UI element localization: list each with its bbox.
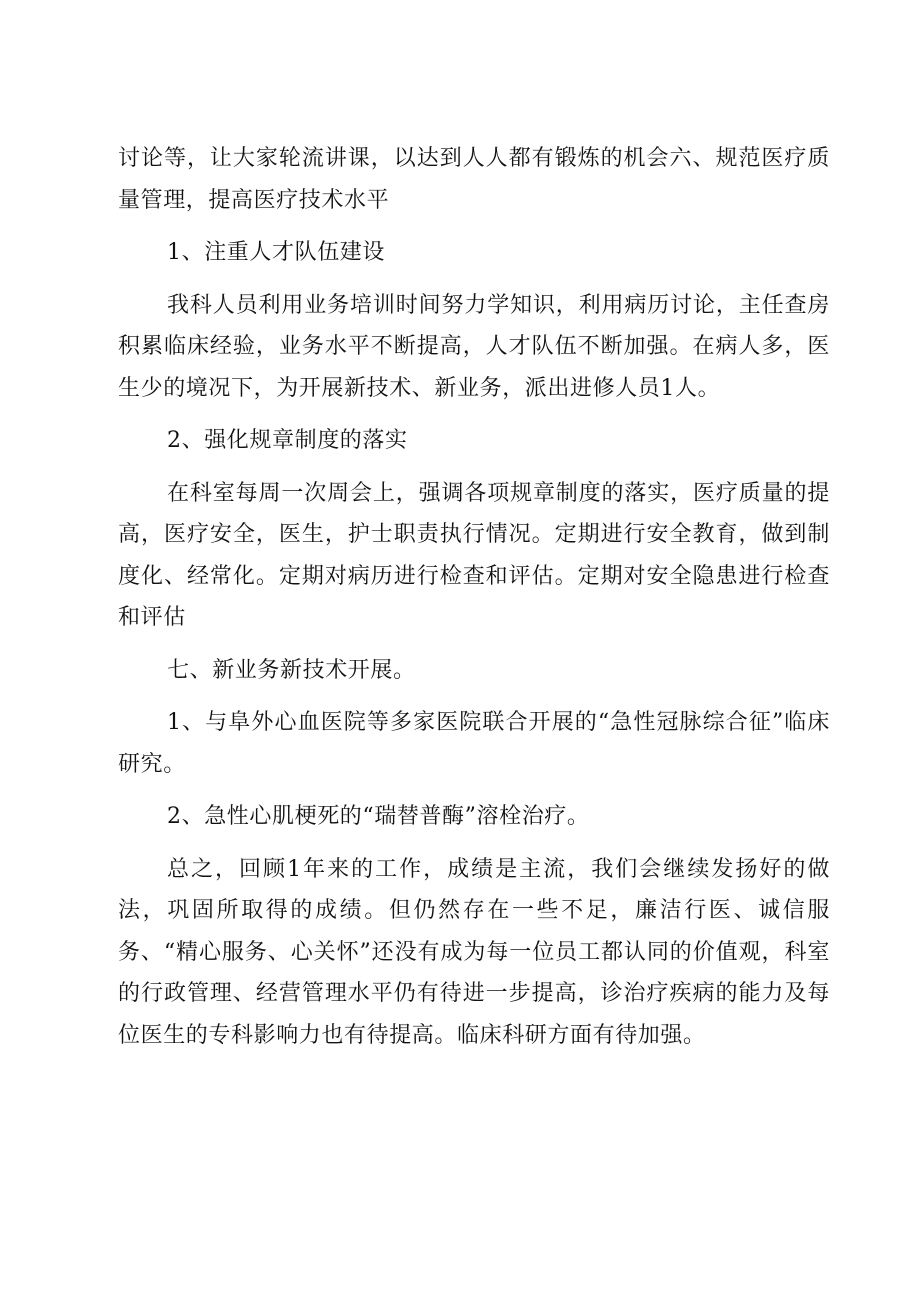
list-item-thrombolysis: 2、急性心肌梗死的“瑞替普酶”溶栓治疗。 [167,804,590,829]
list-item-joint-research: 1、与阜外心血医院等多家医院联合开展的“急性冠脉综合征”临床研究。 [118,710,830,777]
heading-regulations: 2、强化规章制度的落实 [167,428,408,453]
paragraph-regulations: 在科室每周一次周会上，强调各项规章制度的落实，医疗质量的提高，医疗安全，医生，护士职责执行情况。定期进行安全教育，做到制度化、经常化。定期对病历进行检查和评估。定期对安全隐患进行检查和评估 [118,480,830,630]
document-body [118,138,830,1067]
paragraph-talent-team: 我科人员利用业务培训时间努力学知识，利用病历讨论，主任查房积累临床经验，业务水平不断提高，人才队伍不断加强。在病人多，医生少的境况下，为开展新技术、新业务，派出进修人员1人。 [118,292,830,401]
paragraph-summary: 总之，回顾1年来的工作，成绩是主流，我们会继续发扬好的做法，巩固所取得的成绩。但仍然存在一些不足，廉洁行医、诚信服务、“精心服务、心关怀”还没有成为每一位员工都认同的价值观，科室的行政管理、经营管理水平仍有待进一步提高，诊治疗疾病的能力及每位医生的专科影响力也有待提高。临床科研方面有待加强。 [118,856,830,1048]
heading-new-techniques: 七、新业务新技术开展。 [167,657,416,683]
paragraph-continuation: 讨论等，让大家轮流讲课，以达到人人都有锻炼的机会六、规范医疗质量管理，提高医疗技术水平 [118,146,830,213]
heading-talent-team: 1、注重人才队伍建设 [167,240,385,265]
